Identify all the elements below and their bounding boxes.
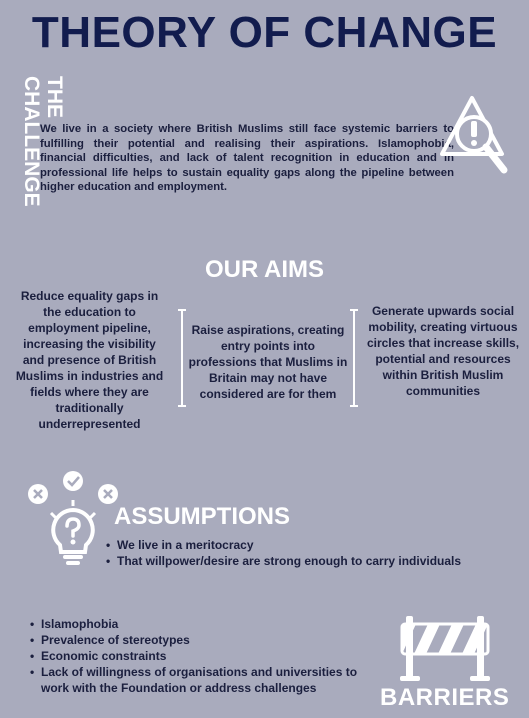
list-item: • Islamophobia [30, 616, 380, 632]
aim-item-2: Raise aspirations, creating entry points into professions that Muslims in Britain may not have considered are for them [188, 323, 348, 401]
road-barrier-icon [396, 612, 506, 682]
list-item: • Economic constraints [30, 648, 380, 664]
assumptions-list [106, 537, 516, 569]
barriers-heading: BARRIERS [380, 684, 510, 711]
divider-bracket [177, 309, 187, 407]
list-item: • That willpower/desire are strong enough to carry individuals [106, 553, 516, 569]
barriers-list [30, 616, 380, 696]
assumptions-heading: ASSUMPTIONS [114, 503, 291, 530]
warning-magnifier-icon [438, 92, 512, 182]
challenge-label-line1: THE [43, 76, 66, 118]
list-item: • We live in a meritocracy [106, 537, 516, 553]
divider-bracket [349, 309, 359, 407]
list-item: • Lack of willingness of organisations and universities to work with the Foundation or address challenges [30, 664, 380, 696]
aim-item-3: Generate upwards social mobility, creating virtuous circles that increase skills, potential and resources within British Muslim communities [366, 304, 520, 398]
challenge-label-line2: CHALLENGE [20, 76, 43, 207]
list-item: • Prevalence of stereotypes [30, 632, 380, 648]
aims-heading: OUR AIMS [204, 256, 325, 283]
challenge-text: We live in a society where British Muslims still face systemic barriers to fulfilling their potential and realising their aspirations. Islamophobia, financial difficulties, and lack of talent recognition in education and in professional life helps to sustain equality gaps along the pipeline between higher education and employment. [40, 123, 454, 194]
page-title: THEORY OF CHANGE [31, 8, 498, 57]
aim-item-1: Reduce equality gaps in the education to employment pipeline, increasing the visibility and presence of British Muslims in industries and fields where they are traditionally underrepresented [15, 289, 164, 431]
